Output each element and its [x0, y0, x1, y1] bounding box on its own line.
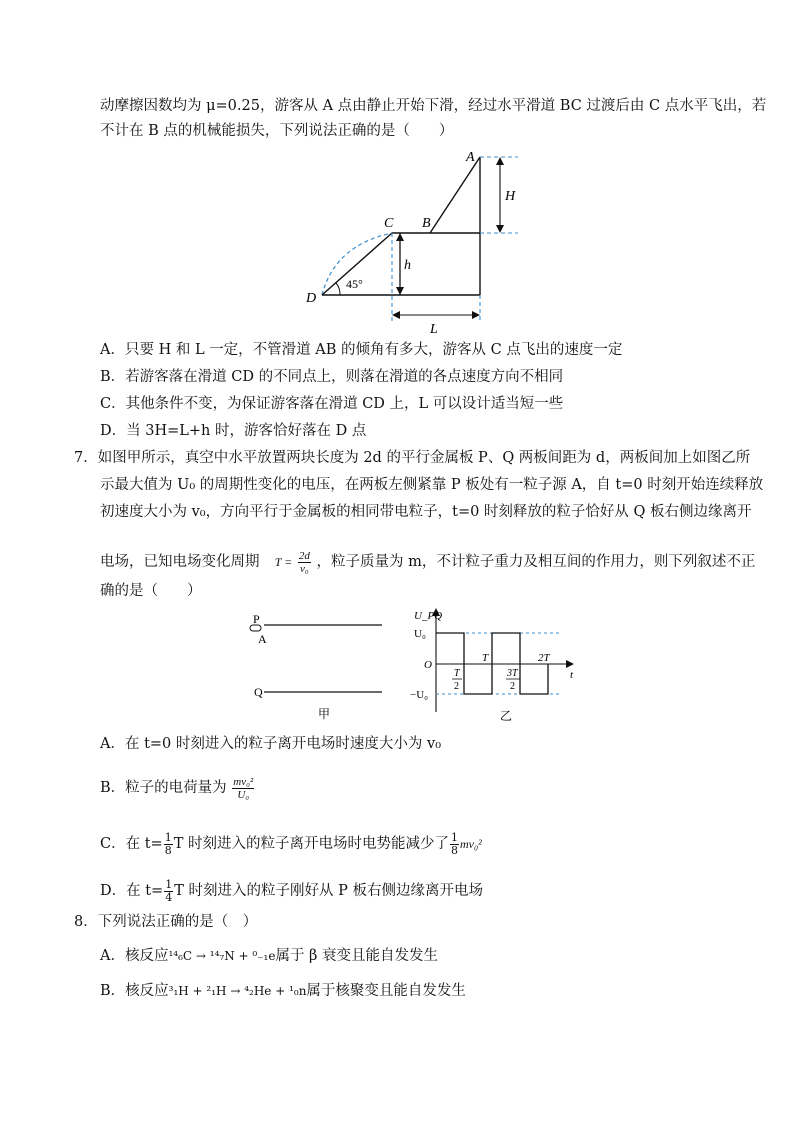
- q7-option-b: [100, 767, 255, 809]
- label-B: B: [422, 216, 431, 231]
- label-U-PQ: U_PQ: [414, 610, 443, 622]
- q7-line4-suffix: ，粒子质量为 m，不计粒子重力及相互间的作用力，则下列叙述不正: [316, 554, 756, 570]
- q8-option-b-text: B．核反应: [100, 983, 169, 999]
- q8-option-a-tail: 属于 β 衰变且能自发发生: [275, 948, 439, 964]
- label-A: A: [466, 150, 475, 165]
- label-H: H: [505, 189, 516, 204]
- label-P: P: [253, 612, 260, 626]
- q7-option-b-text: B．粒子的电荷量为: [100, 780, 227, 796]
- q7-stem-line-4: [100, 544, 755, 580]
- q7-option-c-time-fraction: $\frac{1}{8}$: [164, 830, 172, 857]
- label-half-T-num: T: [454, 668, 460, 679]
- label-neg-U0: −U₀: [410, 689, 428, 701]
- label-O: O: [424, 659, 432, 671]
- q6-slide-figure: [300, 145, 530, 340]
- q8-option-b-tail: 属于核聚变且能自发发生: [306, 983, 466, 999]
- label-C: C: [384, 216, 394, 231]
- label-3half-T-den: 2: [510, 681, 515, 692]
- q7-option-d-time-fraction: $\frac{1}{4}$: [165, 877, 173, 904]
- caption-jia: 甲: [318, 707, 331, 721]
- q7-option-b-fraction: $\frac{\text{mv₀²}}{\text{U₀}}$: [233, 775, 254, 801]
- q6-option-a: A．只要 H 和 L 一定，不管滑道 AB 的倾角有多大，游客从 C 点飞出的速度一定: [100, 342, 623, 358]
- label-D: D: [306, 291, 317, 306]
- q8-option-a-text: A．核反应: [100, 948, 169, 964]
- q7-option-c: [100, 823, 482, 865]
- label-2T: 2T: [538, 652, 550, 664]
- q7-stem-line-2: 示最大值为 U₀ 的周期性变化的电压，在两板左侧紧靠 P 板处有一粒子源 A，自 t=0 时刻开始连续释放: [100, 477, 764, 493]
- q7-voltage-graph: [410, 604, 580, 724]
- q7-option-c-text: C．在 t=: [100, 836, 163, 852]
- q7-option-d-tail: T 时刻进入的粒子刚好从 P 板右侧边缘离开电场: [174, 883, 483, 899]
- q7-plates-figure: [246, 612, 396, 722]
- label-T: T: [482, 652, 489, 664]
- q8-option-a-equation: ¹⁴₆C → ¹⁴₇N + ⁰₋₁e: [168, 949, 276, 963]
- q7-stem-line-3: 初速度大小为 v₀，方向平行于金属板的相同带电粒子，t=0 时刻释放的粒子恰好从 Q 板右侧边缘离开: [100, 504, 752, 520]
- q8-option-b: [100, 981, 466, 1001]
- label-h: h: [404, 258, 411, 273]
- q8-stem: 8．下列说法正确的是（ ）: [74, 914, 258, 930]
- label-3half-T-num: 3T: [507, 668, 518, 679]
- q7-period-lhs: T =: [274, 555, 293, 569]
- label-U0: U₀: [414, 628, 426, 640]
- q6-option-c: C．其他条件不变，为保证游客落在滑道 CD 上，L 可以设计适当短一些: [100, 396, 564, 412]
- q6-option-b: B．若游客落在滑道 CD 的不同点上，则落在滑道的各点速度方向不相同: [100, 369, 564, 385]
- caption-yi: 乙: [500, 709, 513, 723]
- q7-option-d: [100, 870, 483, 912]
- q6-option-d: D．当 3H=L+h 时，游客恰好落在 D 点: [100, 423, 367, 439]
- q7-option-a: A．在 t=0 时刻进入的粒子离开电场时速度大小为 v₀: [100, 736, 442, 752]
- q7-option-d-text: D．在 t=: [100, 883, 164, 899]
- label-Q: Q: [254, 685, 263, 699]
- label-half-T-den: 2: [454, 681, 459, 692]
- q7-period-fraction: $\frac{2d}{\text{v₀}}$: [298, 549, 310, 575]
- label-A-source: A: [258, 632, 267, 646]
- q7-option-c-mid: T 时刻进入的粒子离开电场时电势能减少了: [173, 836, 449, 852]
- q7-line4-prefix: 电场，已知电场变化周期: [100, 554, 260, 570]
- q7-option-c-energy-tail: mv₀²: [459, 837, 482, 851]
- q7-stem-line-5: 确的是（ ）: [100, 583, 202, 599]
- q8-option-a: [100, 946, 438, 966]
- label-t: t: [570, 669, 574, 681]
- q7-option-c-energy-fraction: $\frac{1}{8}$: [450, 830, 458, 857]
- label-angle: 45°: [346, 277, 363, 291]
- q7-stem-line-1: 7．如图甲所示，真空中水平放置两块长度为 2d 的平行金属板 P、Q 两板间距为 d，两板间加上如图乙所: [74, 450, 751, 466]
- q6-stem-line-2: 不计在 B 点的机械能损失，下列说法正确的是（ ）: [100, 123, 454, 139]
- q6-stem-line-1: 动摩擦因数均为 μ=0.25，游客从 A 点由静止开始下滑，经过水平滑道 BC 过渡后由 C 点水平飞出，若: [100, 98, 767, 114]
- label-L: L: [430, 322, 438, 337]
- q8-option-b-equation: ³₁H + ²₁H → ⁴₂He + ¹₀n: [168, 984, 307, 998]
